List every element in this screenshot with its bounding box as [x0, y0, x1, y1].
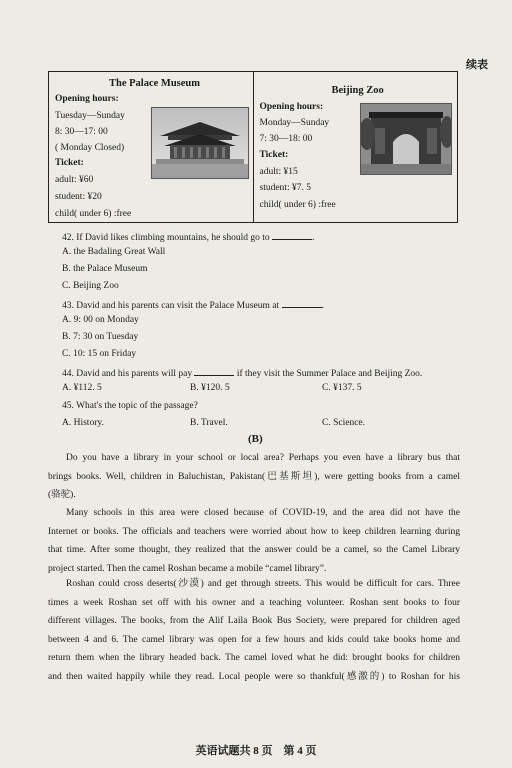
question-45 — [62, 401, 198, 411]
passage-line: Do you have a library in your school or local area? Perhaps you even have a library bus that — [66, 453, 460, 463]
palace-student-price: student: ¥20 — [55, 192, 102, 202]
palace-ticket-label: Ticket: — [55, 158, 84, 168]
question-43 — [62, 298, 324, 311]
passage-paragraph-3 — [48, 575, 460, 687]
question-42 — [62, 230, 314, 243]
zoo-adult-price: adult: ¥15 — [259, 167, 298, 177]
answer-blank[interactable] — [194, 366, 234, 376]
question-44 — [62, 366, 422, 379]
passage-line: times a week Roshan set off with his owner and a teaching volunteer. Roshan sent books to four — [48, 597, 460, 608]
option-43-c[interactable]: C. 10: 15 on Friday — [62, 349, 137, 359]
option-43-a[interactable]: A. 9: 00 on Monday — [62, 315, 139, 325]
attractions-table — [48, 71, 458, 223]
palace-adult-price: adult: ¥60 — [55, 175, 94, 185]
page-footer: 英语试题共 8 页 第 4 页 — [195, 745, 317, 757]
option-44-c[interactable]: C. ¥137. 5 — [322, 383, 362, 393]
passage-line: (骆驼). — [48, 490, 76, 501]
passage-line: different villages. The books, from the Alif Laila Book Bus Society, were prepared for children aged — [48, 616, 460, 627]
zoo-child-price: child( under 6) :free — [259, 200, 336, 210]
zoo-ticket-label: Ticket: — [259, 150, 289, 160]
passage-line: Roshan could cross deserts(沙漠) and get through streets. This would be difficult for cars. Three — [66, 579, 460, 589]
passage-line: project started. Then the camel Roshan became a mobile “camel library”. — [48, 563, 327, 574]
palace-museum-title: The Palace Museum — [109, 78, 200, 89]
section-b-heading: (B) — [248, 433, 263, 445]
question-45-stem: 45. What's the topic of the passage? — [62, 401, 198, 411]
palace-museum-cell — [49, 72, 253, 222]
palace-closed-note: ( Monday Closed) — [55, 143, 125, 153]
passage-line: Many schools in this area were closed because of COVID-19, and the area did not have the — [66, 508, 460, 518]
passage-line: and then waited happily while they read. Local people were so thankful(感激的) to Roshan for his — [48, 671, 460, 682]
passage-line: brings books. Well, children in Baluchistan, Pakistan(巴基斯坦), were getting books from a camel — [48, 471, 460, 482]
palace-days: Tuesday—Sunday — [55, 111, 125, 121]
question-43-stem-end: . — [321, 301, 324, 311]
question-43-stem: 43. David and his parents can visit the Palace Museum at — [62, 301, 280, 311]
option-42-c[interactable]: C. Beijing Zoo — [62, 281, 119, 291]
question-44-stem-end: if they visit the Summer Palace and Beijing Zoo. — [236, 369, 423, 379]
zoo-student-price: student: ¥7. 5 — [259, 183, 311, 193]
option-45-b[interactable]: B. Travel. — [190, 418, 228, 428]
zoo-hours: 7: 30—18: 00 — [259, 134, 313, 144]
passage-paragraph-2 — [48, 504, 460, 578]
palace-child-price: child( under 6) :free — [55, 209, 132, 219]
option-44-a[interactable]: A. ¥112. 5 — [62, 383, 102, 393]
palace-museum-photo — [151, 107, 249, 179]
answer-blank[interactable] — [272, 230, 312, 240]
zoo-opening-label: Opening hours: — [259, 102, 324, 112]
question-44-stem: 44. David and his parents will pay — [62, 369, 193, 379]
option-44-b[interactable]: B. ¥120. 5 — [190, 383, 230, 393]
answer-blank[interactable] — [282, 298, 322, 308]
option-42-b[interactable]: B. the Palace Museum — [62, 264, 148, 274]
palace-opening-label: Opening hours: — [55, 94, 119, 104]
passage-paragraph-1 — [48, 449, 460, 505]
passage-line: between 4 and 6. The camel library was open for a few hours and kids could take books home and — [48, 634, 460, 645]
option-45-c[interactable]: C. Science. — [322, 418, 366, 428]
zoo-days: Monday—Sunday — [259, 118, 330, 128]
beijing-zoo-photo — [360, 103, 452, 175]
beijing-zoo-cell — [253, 72, 458, 222]
passage-line: Internet or books. The officials and teachers were worried about how to keep children learning during — [48, 526, 460, 537]
option-45-a[interactable]: A. History. — [62, 418, 104, 428]
option-42-a[interactable]: A. the Badaling Great Wall — [62, 247, 166, 257]
palace-hours: 8: 30—17: 00 — [55, 127, 108, 137]
passage-line: that time. After some thought, they realized that the answer could be a camel, so the Camel Library — [48, 545, 460, 556]
question-42-stem-end: . — [312, 233, 315, 243]
question-42-stem: 42. If David likes climbing mountains, he should go to — [62, 233, 270, 243]
continued-label: 续表 — [466, 59, 488, 71]
beijing-zoo-title: Beijing Zoo — [331, 85, 384, 96]
option-43-b[interactable]: B. 7: 30 on Tuesday — [62, 332, 139, 342]
passage-line: return them when the library headed back. The camel loved what he did: brought books for children — [48, 653, 460, 664]
